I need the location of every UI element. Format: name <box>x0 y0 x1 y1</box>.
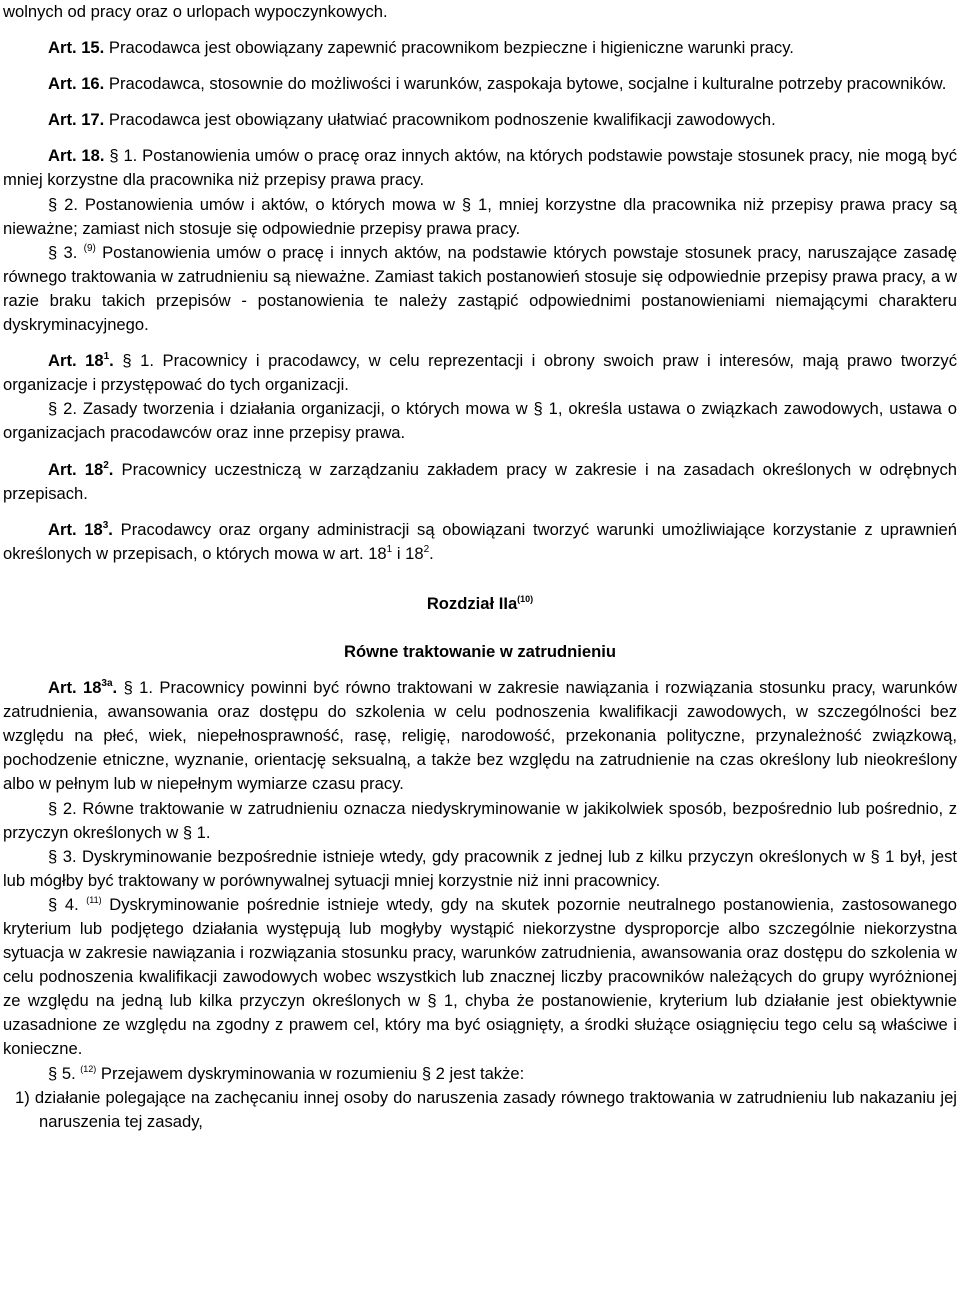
section-sign: § <box>122 351 132 371</box>
paragraph-text: 2. Postanowienia umów i aktów, o których mowa w § 1, mniej korzystne dla pracownika niż przepisy prawa pracy są nieważne; zamiast nich stosuje się odpowiednie przepisy prawa pracy. <box>3 194 957 238</box>
paragraph-text: 1. Pracownicy i pracodawcy, w celu reprezentacji i obrony swoich praw i interesów, mają prawo tworzyć organizacje i przystępować do tych organizacji. <box>3 351 957 395</box>
article-18-3: Art. $18^3$. Pracodawcy oraz organy administracji są obowiązani tworzyć warunki umożliwiające korzystanie z uprawnień określonych w przepisach, o których mowa w art. $18^1$ i $18^2$. <box>3 519 957 563</box>
paragraph-text: 2. Równe traktowanie w zatrudnieniu oznacza niedyskryminowanie w jakikolwiek sposób, bezpośrednio lub pośrednio, z przyczyn określonych w § 1. <box>3 798 957 842</box>
article-18-1-par-2 <box>3 397 957 445</box>
footnote-ref: (9) <box>83 242 96 254</box>
paragraph-text: 2. Zasady tworzenia i działania organizacji, o których mowa w § 1, określa ustawa o związkach zawodowych, ustawa o organizacjach pracodawców oraz inne przepisy prawa. <box>3 399 957 443</box>
article-18-2 <box>3 458 957 506</box>
article-label: Art. $18^{3a}$. <box>48 678 118 698</box>
paragraph-number: 3. <box>57 242 84 262</box>
article-18-par-2 <box>3 193 957 241</box>
section-sign: § <box>109 146 119 166</box>
article-18-3a-par-1 <box>3 676 957 796</box>
article-label: Art. 18. <box>48 146 105 166</box>
section-sign: § <box>48 194 58 214</box>
document-page <box>3 0 957 1134</box>
article-text: Pracownicy uczestniczą w zarządzaniu zakładem pracy w zakresie i na zasadach określonych w odrębnych przepisach. <box>3 459 957 503</box>
article-label: Art. $18^2$. <box>48 459 114 479</box>
list-item: 1) działanie polegające na zachęcaniu innej osoby do naruszenia zasady równego traktowania w zatrudnieniu lub nakazaniu jej naruszenia tej zasady, <box>15 1087 957 1131</box>
article-18-1-par-1 <box>3 349 957 397</box>
article-18-par-3 <box>3 241 957 337</box>
article-18-3a-par-4 <box>3 893 957 1062</box>
chapter-heading: Rozdział IIa$^{(10)}$ <box>426 593 534 613</box>
article-label: Art. 15. <box>48 38 105 58</box>
paragraph-text: 1. Postanowienia umów o pracę oraz innych aktów, na których podstawie powstaje stosunek pracy, nie mogą być mniej korzystne dla pracownika niż przepisy prawa pracy. <box>3 146 957 190</box>
chapter-title: Równe traktowanie w zatrudnieniu <box>344 641 616 661</box>
footnote-ref: (11) <box>86 894 102 905</box>
article-15 <box>3 36 957 60</box>
paragraph-number: 4. <box>57 894 87 914</box>
article-17 <box>3 108 957 132</box>
section-sign: § <box>48 798 58 818</box>
continuation-line: wolnych od pracy oraz o urlopach wypoczynkowych. <box>3 2 388 21</box>
section-sign: § <box>48 894 58 914</box>
article-text: Pracodawcy oraz organy administracji są obowiązani tworzyć warunki umożliwiające korzystanie z uprawnień określonych w przepisach, o których mowa w art. 18 <box>3 519 957 563</box>
paragraph-text: Przejawem dyskryminowania w rozumieniu § 2 jest także: <box>96 1063 525 1083</box>
footnote-ref: (12) <box>80 1063 97 1074</box>
article-18-3a-par-3 <box>3 845 957 893</box>
article-18-3a-par-5 <box>3 1062 957 1086</box>
section-sign: § <box>123 678 133 698</box>
article-18-3a-par-2 <box>3 797 957 845</box>
section-sign: § <box>48 399 58 419</box>
section-sign: § <box>48 846 58 866</box>
paragraph-text: 1. Pracownicy powinni być równo traktowani w zakresie nawiązania i rozwiązania stosunku pracy, warunków zatrudnienia, awansowania oraz dostępu do szkolenia w celu podnoszenia kwalifikacji zawodowych, w szczególności bez względu na płeć, wiek, niepełnosprawność, rasę, religię, narodowość, przekonania polityczne, przynależność związkową, pochodzenie etniczne, wyznanie, orientację seksualną, a także bez względu na zatrudnienie na czas określony lub nieokreślony albo w pełnym lub w niepełnym wymiarze czasu pracy. <box>3 678 957 794</box>
article-text: Pracodawca jest obowiązany ułatwiać pracownikom podnoszenie kwalifikacji zawodowych. <box>104 110 776 130</box>
paragraph-text: Dyskryminowanie pośrednie istnieje wtedy, gdy na skutek pozornie neutralnego postanowienia, zastosowanego kryterium lub podjętego działania występują lub mogłyby wystąpić niekorzystne dysproporcje albo szczególnie niekorzystna sytuacja w zakresie nawiązania i rozwiązania stosunku pracy, warunków zatrudnienia, awansowania oraz dostępu do szkolenia w celu podnoszenia kwalifikacji zawodowych wobec wszystkich lub znacznej liczby pracowników należących do grupy wyróżnionej ze względu na jedną lub kilka przyczyn określonych w § 1, chyba że postanowienie, kryterium lub działanie jest obiektywnie uzasadnione ze względu na zgodny z prawem cel, który ma być osiągnięty, a środki służące osiągnięciu tego celu są właściwe i konieczne. <box>3 894 958 1059</box>
paragraph-text: Postanowienia umów o pracę i innych aktów, na podstawie których powstaje stosunek pracy, naruszające zasadę równego traktowania w zatrudnieniu są nieważne. Zamiast takich postanowień stosuje się odpowiednie przepisy prawa pracy, a w razie braku takich przepisów - postanowienia te należy zastąpić odpowiednimi postanowieniami niemającymi charakteru dyskryminacyjnego. <box>3 242 957 335</box>
article-label: Art. 16. <box>48 74 105 94</box>
section-sign: § <box>48 242 58 262</box>
article-text: Pracodawca, stosownie do możliwości i warunków, zaspokaja bytowe, socjalne i kulturalne potrzeby pracowników. <box>104 74 947 94</box>
article-label: Art. $18^3$. <box>48 519 113 539</box>
article-label: Art. $18^1$. <box>48 351 114 371</box>
paragraph-text: 3. Dyskryminowanie bezpośrednie istnieje wtedy, gdy pracownik z jednej lub z kilku przyczyn określonych w § 1 był, jest lub mógłby być traktowany w porównywalnej sytuacji mniej korzystnie niż inni pracownicy. <box>3 846 957 890</box>
article-16 <box>3 72 957 96</box>
section-sign: § <box>48 1063 58 1083</box>
footnote-ref: (10) <box>517 593 534 604</box>
article-text: Pracodawca jest obowiązany zapewnić pracownikom bezpieczne i higieniczne warunki pracy. <box>104 38 794 58</box>
article-18-par-1 <box>3 144 957 192</box>
paragraph-number: 5. <box>57 1063 81 1083</box>
article-label: Art. 17. <box>48 110 105 130</box>
